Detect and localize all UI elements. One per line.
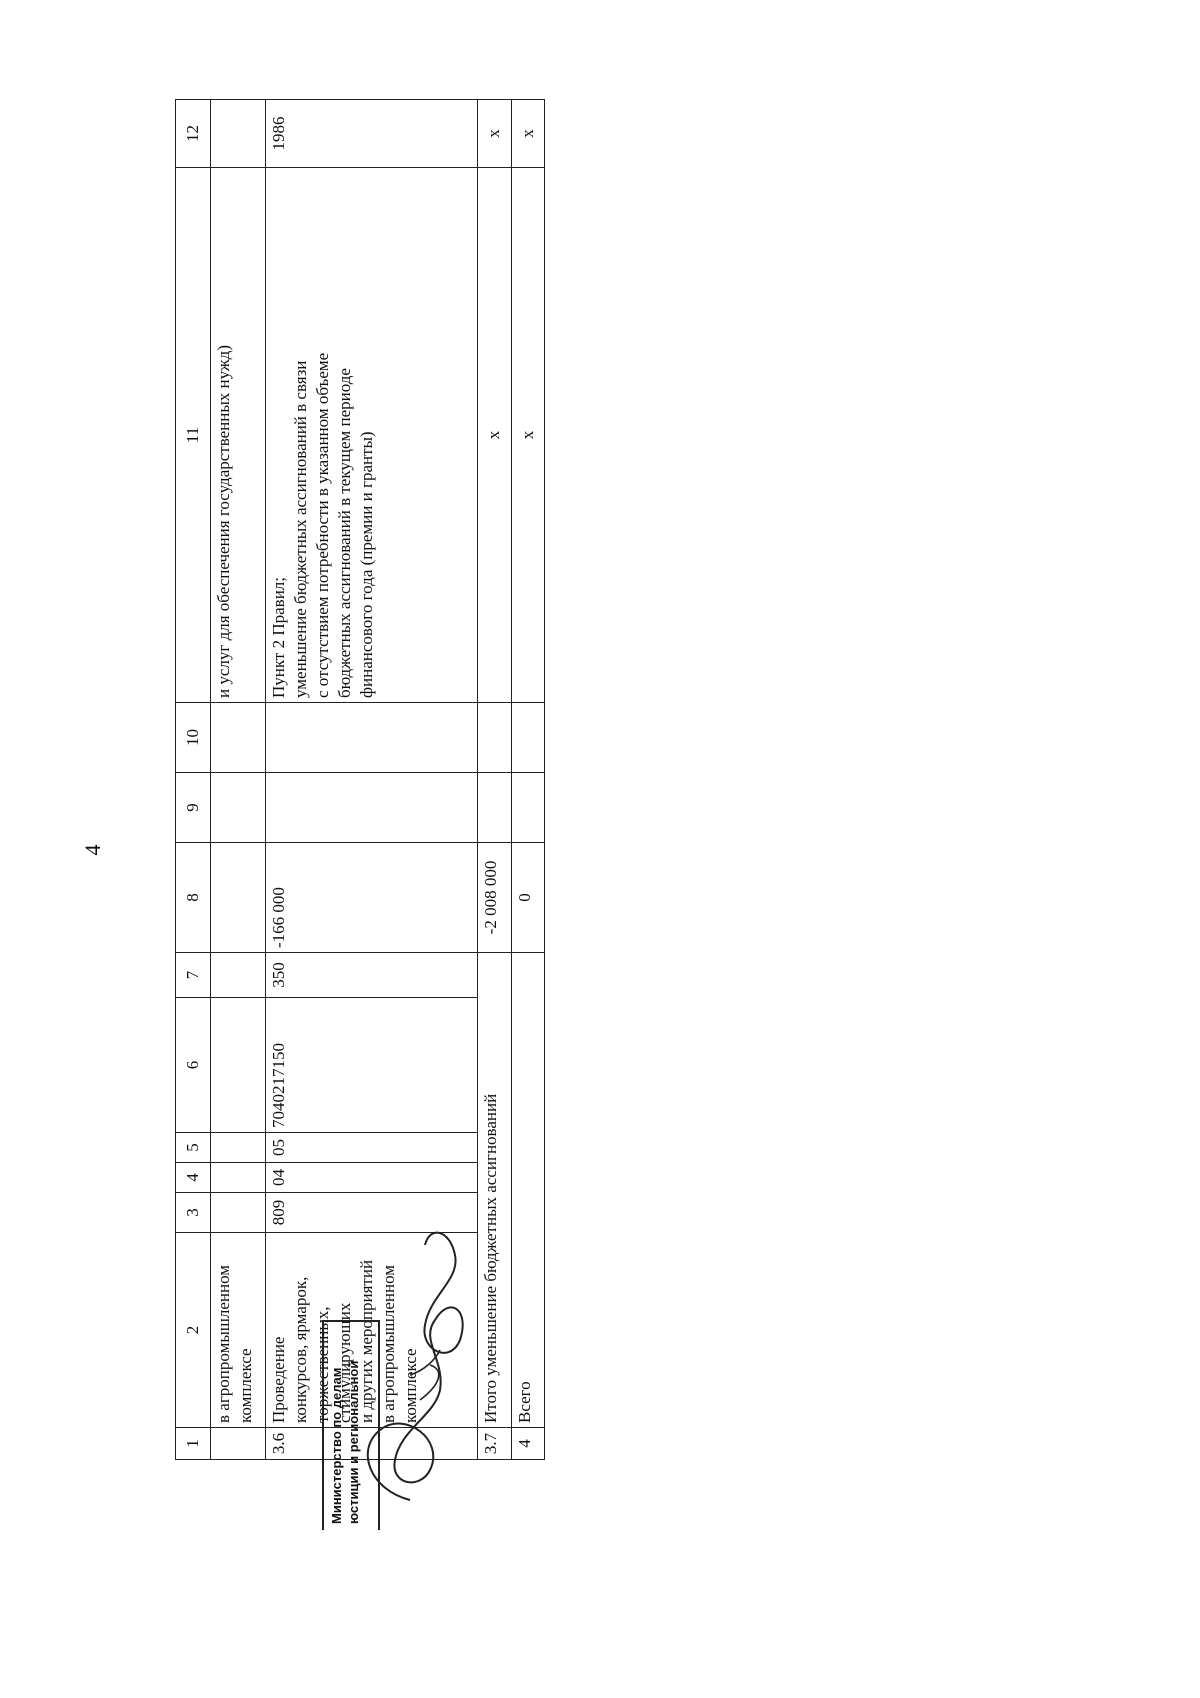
cell-amount: -166 000 bbox=[266, 843, 478, 953]
table-row-continuation bbox=[210, 100, 266, 1460]
cell-name: в агропромышленном комплексе bbox=[210, 1233, 266, 1428]
official-stamp bbox=[322, 1320, 380, 1530]
stamp-line-1: Министерство по делам bbox=[329, 1367, 344, 1524]
cell-name: Проведение конкурсов, ярмарок, торжественных, стимулирующих и других мероприятий в агропромышленном комплексе bbox=[266, 1233, 478, 1428]
cell-row-number: 3.7 bbox=[478, 1428, 511, 1460]
page-number: 4 bbox=[80, 844, 105, 856]
cell-amount: -2 008 000 bbox=[478, 843, 511, 953]
cell-section: 04 bbox=[266, 1163, 478, 1193]
header-cell: 3 bbox=[176, 1193, 211, 1233]
cell-subsection: 05 bbox=[266, 1133, 478, 1163]
header-cell: 5 bbox=[176, 1133, 211, 1163]
header-cell: 9 bbox=[176, 773, 211, 843]
cell-target-article: 7040217150 bbox=[266, 998, 478, 1133]
header-row bbox=[176, 100, 211, 1460]
header-cell: 4 bbox=[176, 1163, 211, 1193]
table-row-4 bbox=[511, 100, 544, 1460]
header-cell: 12 bbox=[176, 100, 211, 168]
cell-basis: x bbox=[478, 168, 511, 703]
cell-expense-type: 350 bbox=[266, 953, 478, 998]
cell-code-12: x bbox=[478, 100, 511, 168]
cell-total-label: Всего bbox=[511, 953, 544, 1428]
cell-total-label: Итого уменьшение бюджетных ассигнований bbox=[478, 953, 511, 1428]
cell-code: 809 bbox=[266, 1193, 478, 1233]
header-cell: 11 bbox=[176, 168, 211, 703]
cell-code-12: x bbox=[511, 100, 544, 168]
cell-code-12: 1986 bbox=[266, 100, 478, 168]
header-cell: 10 bbox=[176, 703, 211, 773]
table-row-3-7 bbox=[478, 100, 511, 1460]
stamp-line-2: юстиции и региональной bbox=[346, 1360, 361, 1524]
cell-basis: и услуг для обеспечения государственных нужд) bbox=[210, 168, 266, 703]
cell-row-number: 4 bbox=[511, 1428, 544, 1460]
cell-row-number: 3.6 bbox=[266, 1428, 478, 1460]
cell-amount: 0 bbox=[511, 843, 544, 953]
cell-basis: Пункт 2 Правил; уменьшение бюджетных ассигнований в связи с отсутствием потребности в указанном объеме бюджетных ассигнований в текущем периоде финансового года (премии и гранты) bbox=[266, 168, 478, 703]
header-cell: 8 bbox=[176, 843, 211, 953]
header-cell: 2 bbox=[176, 1233, 211, 1428]
header-cell: 7 bbox=[176, 953, 211, 998]
header-cell: 1 bbox=[176, 1428, 211, 1460]
cell-basis: x bbox=[511, 168, 544, 703]
header-cell: 6 bbox=[176, 998, 211, 1133]
